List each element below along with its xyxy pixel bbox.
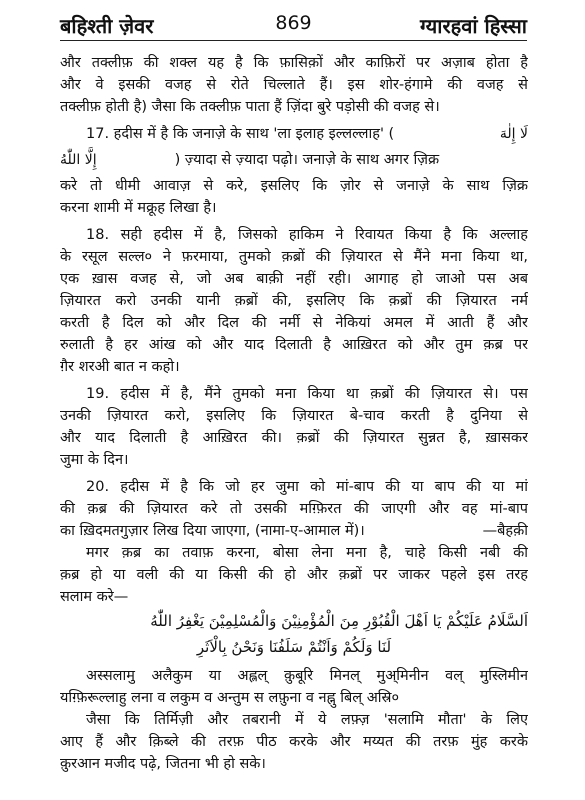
text-line: आए हैं और क़िब्ले की तरफ़ पीठ करके और मय्यत की तरफ़ मुंह करके: [60, 734, 528, 750]
arabic-salam-line-1: اَلسَّلَامُ عَلَيْكُمْ يَا اَهْلَ الْقُبُوْرِ مِنَ الْمُؤْمِنِيْنَ وَالْمُسْلِمِيْنَ يَغْفِرُ اللّٰهُ: [150, 612, 528, 630]
text-line: [60, 145, 528, 175]
text-line: और वे इसकी वजह से रोते चिल्लाते हैं। इस शोर-हंगामे की वजह से: [60, 77, 528, 93]
text-line: मगर क़ब्र का तवाफ़ करना, बोसा लेना मना है, चाहे किसी नबी की: [86, 545, 528, 561]
hadith-17-start: 17. हदीस में है कि जनाज़े के साथ 'ला इलाह इल्लल्लाह' (: [86, 126, 395, 142]
text-line: तक्लीफ़ होती है) जैसा कि तक्लीफ़ पाता हैं ज़िंदा बुरे पड़ोसी की वजह से।: [60, 99, 440, 115]
text-line: जुमा के दिन।: [60, 452, 129, 468]
header-rule: [60, 40, 527, 41]
arabic-la-ilaha: لَا إِلٰهَ: [499, 126, 528, 142]
page-number: 869: [275, 12, 312, 34]
text-line: और तक्लीफ़ की शक्ल यह है कि फ़ासिक़ों और काफ़िरों पर अज़ाब होता है: [60, 55, 528, 71]
text-line: ग़ैर शरअी बात न कहो।: [60, 359, 180, 375]
text-line: और याद दिलाती है आख़िरत की। क़ब्रों की ज़ियारत सुन्नत है, ख़ासकर: [60, 430, 528, 446]
text-line: [60, 520, 528, 542]
text-line: 19. हदीस में है, मैंने तुमको मना किया था क़ब्रों की ज़ियारत से। पस: [86, 386, 528, 402]
arabic-illallah: إِلَّا اللّٰهُ: [60, 152, 97, 168]
text-line: उनकी ज़ियारत करो, इसलिए कि ज़ियारत बे-चाव करती है दुनिया से: [60, 408, 528, 424]
text-line: [60, 123, 528, 145]
page-body: [60, 52, 528, 775]
text-line: क़ुरआन मजीद पढ़े, जितना भी हो सके।: [60, 756, 266, 772]
text-line: 20. हदीस में है कि जो हर जुमा को मां-बाप की या बाप की या मां: [86, 479, 528, 495]
text-line: [60, 586, 528, 608]
text-line: ज़ियारत करो उनकी यानी क़ब्रों की, इसलिए कि क़ब्रों की ज़ियारत नर्म: [60, 293, 528, 309]
text-line: करती है दिल को और दिल की नर्मी से नेकियां अमल में आती हैं और: [60, 315, 528, 331]
page-header: [60, 8, 527, 52]
text-line: रुलाती है हर आंख को और याद दिलाती है आख़िरत को और तुम क़ब्र पर: [60, 337, 528, 353]
text-line: 18. सही हदीस में है, जिसको हाकिम ने रिवायत किया है कि अल्लाह: [86, 227, 528, 243]
text-line: एक ख़ास वजह से, जो अब बाक़ी नहीं रही। आगाह हो जाओ पस अब: [60, 271, 528, 287]
citation-baihaqi: —बैहक़ी: [482, 523, 528, 539]
book-title: बहिश्ती ज़ेवर: [60, 14, 154, 38]
hadith-17-cont: ) ज़्यादा से ज़्यादा पढ़ो। जनाज़े के साथ अगर ज़िक्र: [174, 152, 440, 168]
text-line: क़ब्र हो या वली की या किसी की हो और क़ब्रों पर जाकर पहले इस तरह: [60, 567, 528, 583]
part-title: ग्यारहवां हिस्सा: [420, 14, 527, 38]
hadith-20-end: का ख़िदमतगुज़ार लिख दिया जाएगा, (नामा-ए-आमाल में)।: [60, 523, 365, 539]
text-line: यग़्फ़िरूल्लाहु लना व लकुम व अन्तुम स लफ़ुना व नह्नु बिल् अस्रि०: [60, 690, 400, 706]
text-line: की क़ब्र की ज़ियारत करे तो उसकी मग़्फ़िरत की जाएगी और वह मां-बाप: [60, 501, 528, 517]
text-line: करे तो धीमी आवाज़ से करे, इसलिए कि ज़ोर से जनाज़े के साथ ज़िक्र: [60, 178, 528, 194]
arabic-salam-line-2: لَنَا وَلَكُمْ وَاَنْتُمْ سَلَفُنَا وَنَحْنُ بِالْاَثَرِ: [196, 638, 392, 656]
text-line: करना शामी में मक्रूह लिखा है।: [60, 200, 217, 216]
text-line: अस्सलामु अलैकुम या अह्लल् क़ुबूरि मिनल् मुअ्मिनीन वल् मुस्लिमीन: [86, 668, 528, 684]
text-line: के रसूल सल्ल० ने फ़रमाया, तुमको क़ब्रों की ज़ियारत से मैंने मना किया था,: [60, 249, 528, 265]
salam-intro: सलाम करे—: [60, 589, 129, 605]
text-line: जैसा कि तिर्मिज़ी और तबरानी में ये लफ़्ज़ 'सलामि मौता' के लिए: [86, 712, 528, 728]
